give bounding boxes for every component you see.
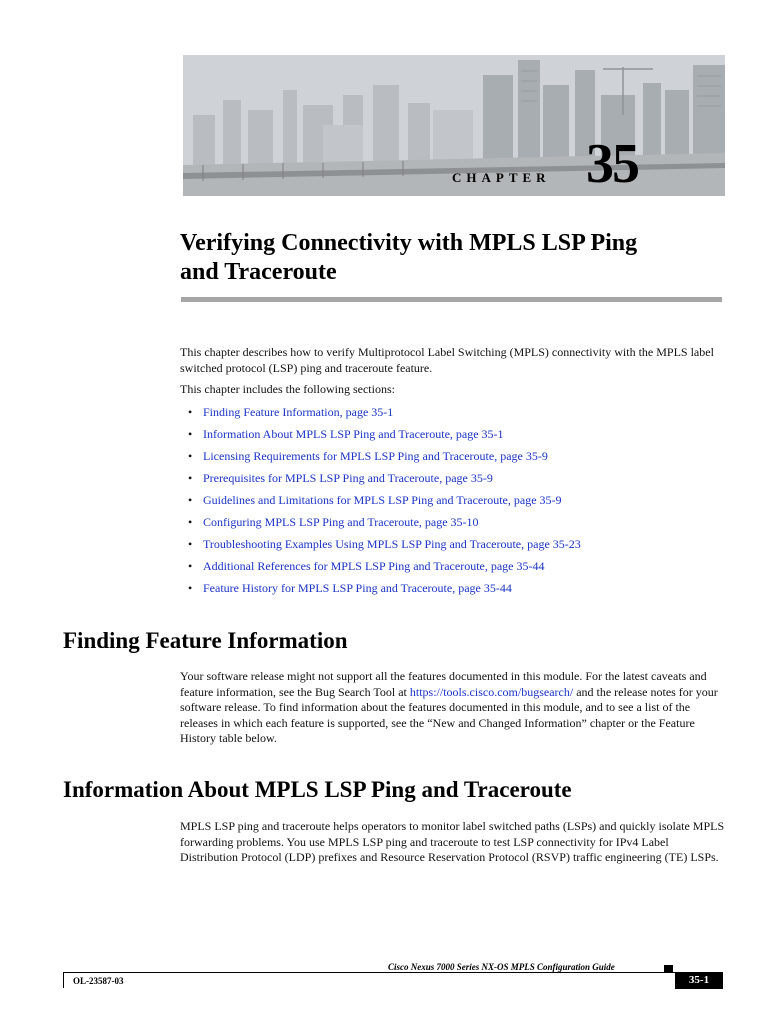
page-title (180, 229, 740, 287)
toc-item[interactable] (180, 559, 581, 581)
title-rule (181, 297, 722, 302)
section-finding-text-before: Your software release might not support all the features documented in this module. For the latest caveats and feature information, see the Bug Search Tool at (180, 669, 707, 699)
section-heading-finding-feature-information: Finding Feature Information (63, 628, 348, 653)
chapter-number: 35 (586, 133, 638, 195)
toc-item[interactable] (180, 405, 581, 427)
footer-doc-number: OL-23587-03 (73, 976, 124, 986)
toc-item[interactable] (180, 537, 581, 559)
bullet-icon: • (188, 449, 193, 463)
bullet-icon: • (188, 581, 193, 595)
toc-link[interactable]: Prerequisites for MPLS LSP Ping and Traceroute, page 35-9 (203, 471, 493, 485)
toc-item[interactable] (180, 515, 581, 537)
toc-link[interactable]: Information About MPLS LSP Ping and Traceroute, page 35-1 (203, 427, 504, 441)
section-information-paragraph: MPLS LSP ping and traceroute helps operators to monitor label switched paths (LSPs) and quickly isolate MPLS forwarding problems. You use MPLS LSP ping and traceroute to test LSP connectivity for IPv4 Label Distribution Protocol (LDP) prefixes and Resource Reservation Protocol (RSVP) traffic engineering (TE) LSPs. (180, 819, 725, 864)
bullet-icon: • (188, 559, 193, 573)
page-title-line-2: and Traceroute (180, 259, 337, 285)
toc-item[interactable] (180, 581, 581, 603)
bullet-icon: • (188, 471, 193, 485)
section-finding-feature-paragraph (180, 669, 725, 747)
toc-link[interactable]: Additional References for MPLS LSP Ping and Traceroute, page 35-44 (203, 559, 545, 573)
toc-link[interactable]: Finding Feature Information, page 35-1 (203, 405, 394, 419)
bullet-icon: • (188, 427, 193, 441)
section-finding-text-after: and the release notes for your software release. To find information about the features documented in this module, and to see a list of the releases in which each feature is supported, see the “New and Changed Information” chapter or the Feature History table below. (180, 684, 718, 745)
toc-item[interactable] (180, 493, 581, 515)
toc-link[interactable]: Feature History for MPLS LSP Ping and Traceroute, page 35-44 (203, 581, 512, 595)
toc-item[interactable] (180, 427, 581, 449)
toc-list (180, 405, 581, 603)
page-number: 35-1 (675, 972, 723, 989)
toc-link[interactable]: Guidelines and Limitations for MPLS LSP Ping and Traceroute, page 35-9 (203, 493, 562, 507)
chapter-label: CHAPTER (452, 170, 551, 185)
toc-link[interactable]: Licensing Requirements for MPLS LSP Ping and Traceroute, page 35-9 (203, 449, 548, 463)
toc-item[interactable] (180, 471, 581, 493)
footer-rule (63, 972, 675, 973)
section-heading-information-about: Information About MPLS LSP Ping and Traceroute (63, 777, 572, 802)
toc-item[interactable] (180, 449, 581, 471)
bullet-icon: • (188, 493, 193, 507)
footer-guide-title: Cisco Nexus 7000 Series NX-OS MPLS Configuration Guide (388, 962, 615, 972)
bullet-icon: • (188, 405, 193, 419)
bug-search-link[interactable]: https://tools.cisco.com/bugsearch/ (409, 684, 574, 699)
intro-sections-lead: This chapter includes the following sections: (180, 382, 395, 396)
intro-paragraph: This chapter describes how to verify Multiprotocol Label Switching (MPLS) connectivity with the MPLS label switched protocol (LSP) ping and traceroute feature. (180, 345, 714, 375)
bullet-icon: • (188, 515, 193, 529)
footer-tick (63, 972, 64, 988)
page-title-line-1: Verifying Connectivity with MPLS LSP Ping (180, 230, 638, 256)
bullet-icon: • (188, 537, 193, 551)
toc-link[interactable]: Troubleshooting Examples Using MPLS LSP Ping and Traceroute, page 35-23 (203, 537, 581, 551)
toc-link[interactable]: Configuring MPLS LSP Ping and Traceroute, page 35-10 (203, 515, 479, 529)
